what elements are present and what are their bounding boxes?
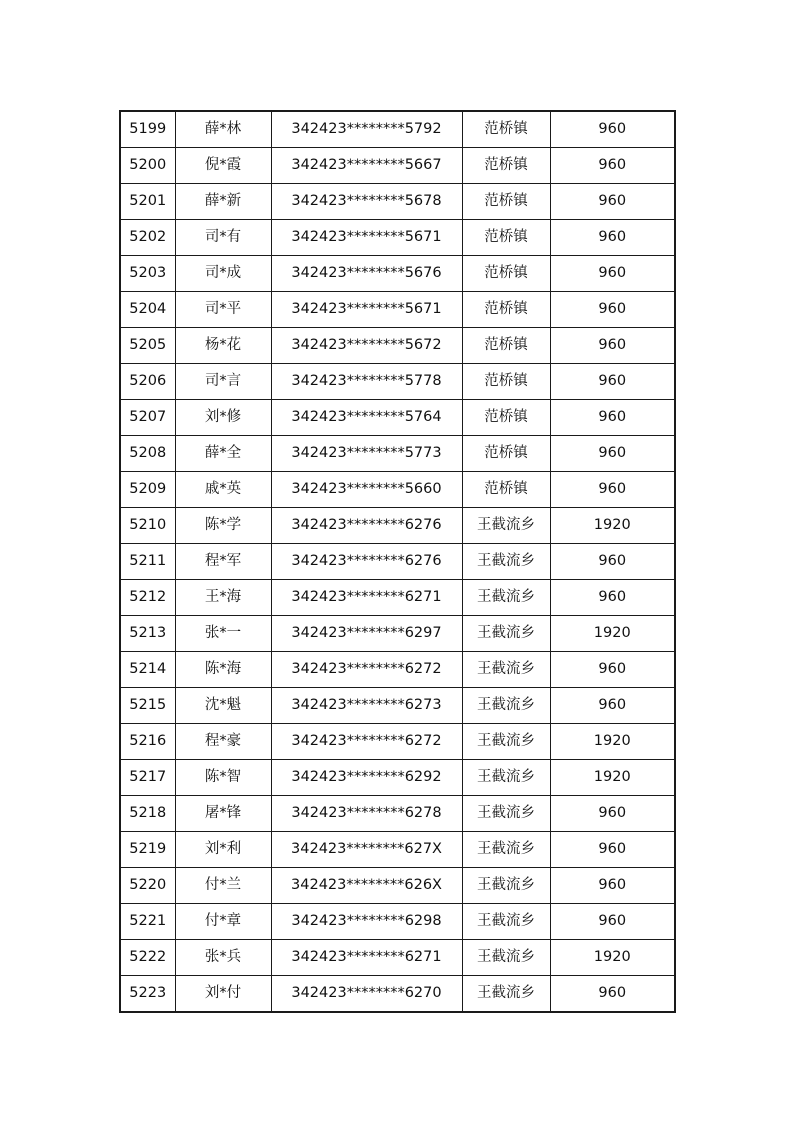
township: 王截流乡 [462,652,550,688]
row-number: 5222 [120,940,175,976]
township: 范桥镇 [462,472,550,508]
amount: 960 [550,652,675,688]
township: 范桥镇 [462,436,550,472]
township: 王截流乡 [462,580,550,616]
amount: 960 [550,904,675,940]
person-name: 沈*魁 [175,688,271,724]
row-number: 5200 [120,148,175,184]
person-name: 薛*新 [175,184,271,220]
person-name: 刘*付 [175,976,271,1013]
id-number: 342423********5778 [271,364,462,400]
township: 范桥镇 [462,328,550,364]
id-number: 342423********5676 [271,256,462,292]
id-number: 342423********6297 [271,616,462,652]
person-name: 司*平 [175,292,271,328]
amount: 1920 [550,508,675,544]
person-name: 司*言 [175,364,271,400]
township: 王截流乡 [462,796,550,832]
row-number: 5204 [120,292,175,328]
id-number: 342423********5672 [271,328,462,364]
amount: 1920 [550,724,675,760]
amount: 960 [550,580,675,616]
amount: 960 [550,796,675,832]
township: 王截流乡 [462,868,550,904]
person-name: 陈*海 [175,652,271,688]
township: 范桥镇 [462,292,550,328]
township: 范桥镇 [462,148,550,184]
row-number: 5216 [120,724,175,760]
table-row [120,688,675,724]
row-number: 5207 [120,400,175,436]
id-number: 342423********5678 [271,184,462,220]
amount: 960 [550,400,675,436]
person-name: 付*章 [175,904,271,940]
township: 王截流乡 [462,940,550,976]
row-number: 5214 [120,652,175,688]
table-row [120,652,675,688]
id-number: 342423********6292 [271,760,462,796]
amount: 960 [550,472,675,508]
person-name: 杨*花 [175,328,271,364]
id-number: 342423********5764 [271,400,462,436]
id-number: 342423********6270 [271,976,462,1013]
person-name: 刘*利 [175,832,271,868]
township: 王截流乡 [462,976,550,1013]
row-number: 5212 [120,580,175,616]
amount: 960 [550,184,675,220]
amount: 960 [550,868,675,904]
township: 王截流乡 [462,760,550,796]
township: 王截流乡 [462,616,550,652]
row-number: 5210 [120,508,175,544]
row-number: 5213 [120,616,175,652]
table-row [120,328,675,364]
table-row [120,796,675,832]
amount: 1920 [550,760,675,796]
document-page [119,110,674,1013]
id-number: 342423********6276 [271,508,462,544]
person-name: 张*一 [175,616,271,652]
id-number: 342423********6271 [271,940,462,976]
row-number: 5203 [120,256,175,292]
table-row [120,904,675,940]
id-number: 342423********5667 [271,148,462,184]
amount: 960 [550,436,675,472]
roster-table [119,110,676,1013]
row-number: 5211 [120,544,175,580]
table-row [120,724,675,760]
table-row [120,760,675,796]
id-number: 342423********626X [271,868,462,904]
township: 王截流乡 [462,544,550,580]
row-number: 5208 [120,436,175,472]
row-number: 5219 [120,832,175,868]
person-name: 付*兰 [175,868,271,904]
township: 范桥镇 [462,184,550,220]
table-row [120,832,675,868]
person-name: 程*军 [175,544,271,580]
id-number: 342423********5792 [271,111,462,148]
table-row [120,544,675,580]
row-number: 5205 [120,328,175,364]
person-name: 王*海 [175,580,271,616]
person-name: 陈*学 [175,508,271,544]
person-name: 陈*智 [175,760,271,796]
township: 王截流乡 [462,832,550,868]
table-row [120,292,675,328]
row-number: 5206 [120,364,175,400]
person-name: 司*成 [175,256,271,292]
table-row [120,220,675,256]
row-number: 5209 [120,472,175,508]
person-name: 倪*霞 [175,148,271,184]
township: 范桥镇 [462,220,550,256]
table-row [120,508,675,544]
township: 范桥镇 [462,256,550,292]
row-number: 5217 [120,760,175,796]
amount: 960 [550,256,675,292]
amount: 960 [550,292,675,328]
amount: 960 [550,688,675,724]
id-number: 342423********627X [271,832,462,868]
table-row [120,976,675,1013]
id-number: 342423********5671 [271,292,462,328]
township: 王截流乡 [462,724,550,760]
table-row [120,256,675,292]
township: 范桥镇 [462,400,550,436]
township: 范桥镇 [462,364,550,400]
amount: 960 [550,220,675,256]
person-name: 刘*修 [175,400,271,436]
id-number: 342423********6272 [271,724,462,760]
amount: 960 [550,111,675,148]
person-name: 屠*锋 [175,796,271,832]
id-number: 342423********6298 [271,904,462,940]
person-name: 司*有 [175,220,271,256]
table-row [120,400,675,436]
id-number: 342423********6273 [271,688,462,724]
person-name: 戚*英 [175,472,271,508]
id-number: 342423********6272 [271,652,462,688]
township: 王截流乡 [462,688,550,724]
amount: 960 [550,328,675,364]
table-row [120,616,675,652]
amount: 1920 [550,616,675,652]
row-number: 5199 [120,111,175,148]
id-number: 342423********6271 [271,580,462,616]
amount: 960 [550,544,675,580]
table-row [120,436,675,472]
id-number: 342423********5671 [271,220,462,256]
person-name: 张*兵 [175,940,271,976]
amount: 960 [550,832,675,868]
table-row [120,868,675,904]
row-number: 5218 [120,796,175,832]
table-row [120,940,675,976]
row-number: 5221 [120,904,175,940]
table-row [120,148,675,184]
person-name: 薛*林 [175,111,271,148]
id-number: 342423********5660 [271,472,462,508]
row-number: 5220 [120,868,175,904]
table-row [120,580,675,616]
amount: 960 [550,364,675,400]
amount: 960 [550,976,675,1013]
person-name: 薛*全 [175,436,271,472]
id-number: 342423********5773 [271,436,462,472]
id-number: 342423********6278 [271,796,462,832]
table-row [120,364,675,400]
row-number: 5202 [120,220,175,256]
person-name: 程*豪 [175,724,271,760]
township: 王截流乡 [462,904,550,940]
row-number: 5223 [120,976,175,1013]
table-row [120,184,675,220]
amount: 1920 [550,940,675,976]
id-number: 342423********6276 [271,544,462,580]
table-row [120,472,675,508]
row-number: 5215 [120,688,175,724]
amount: 960 [550,148,675,184]
row-number: 5201 [120,184,175,220]
township: 王截流乡 [462,508,550,544]
table-row [120,111,675,148]
township: 范桥镇 [462,111,550,148]
